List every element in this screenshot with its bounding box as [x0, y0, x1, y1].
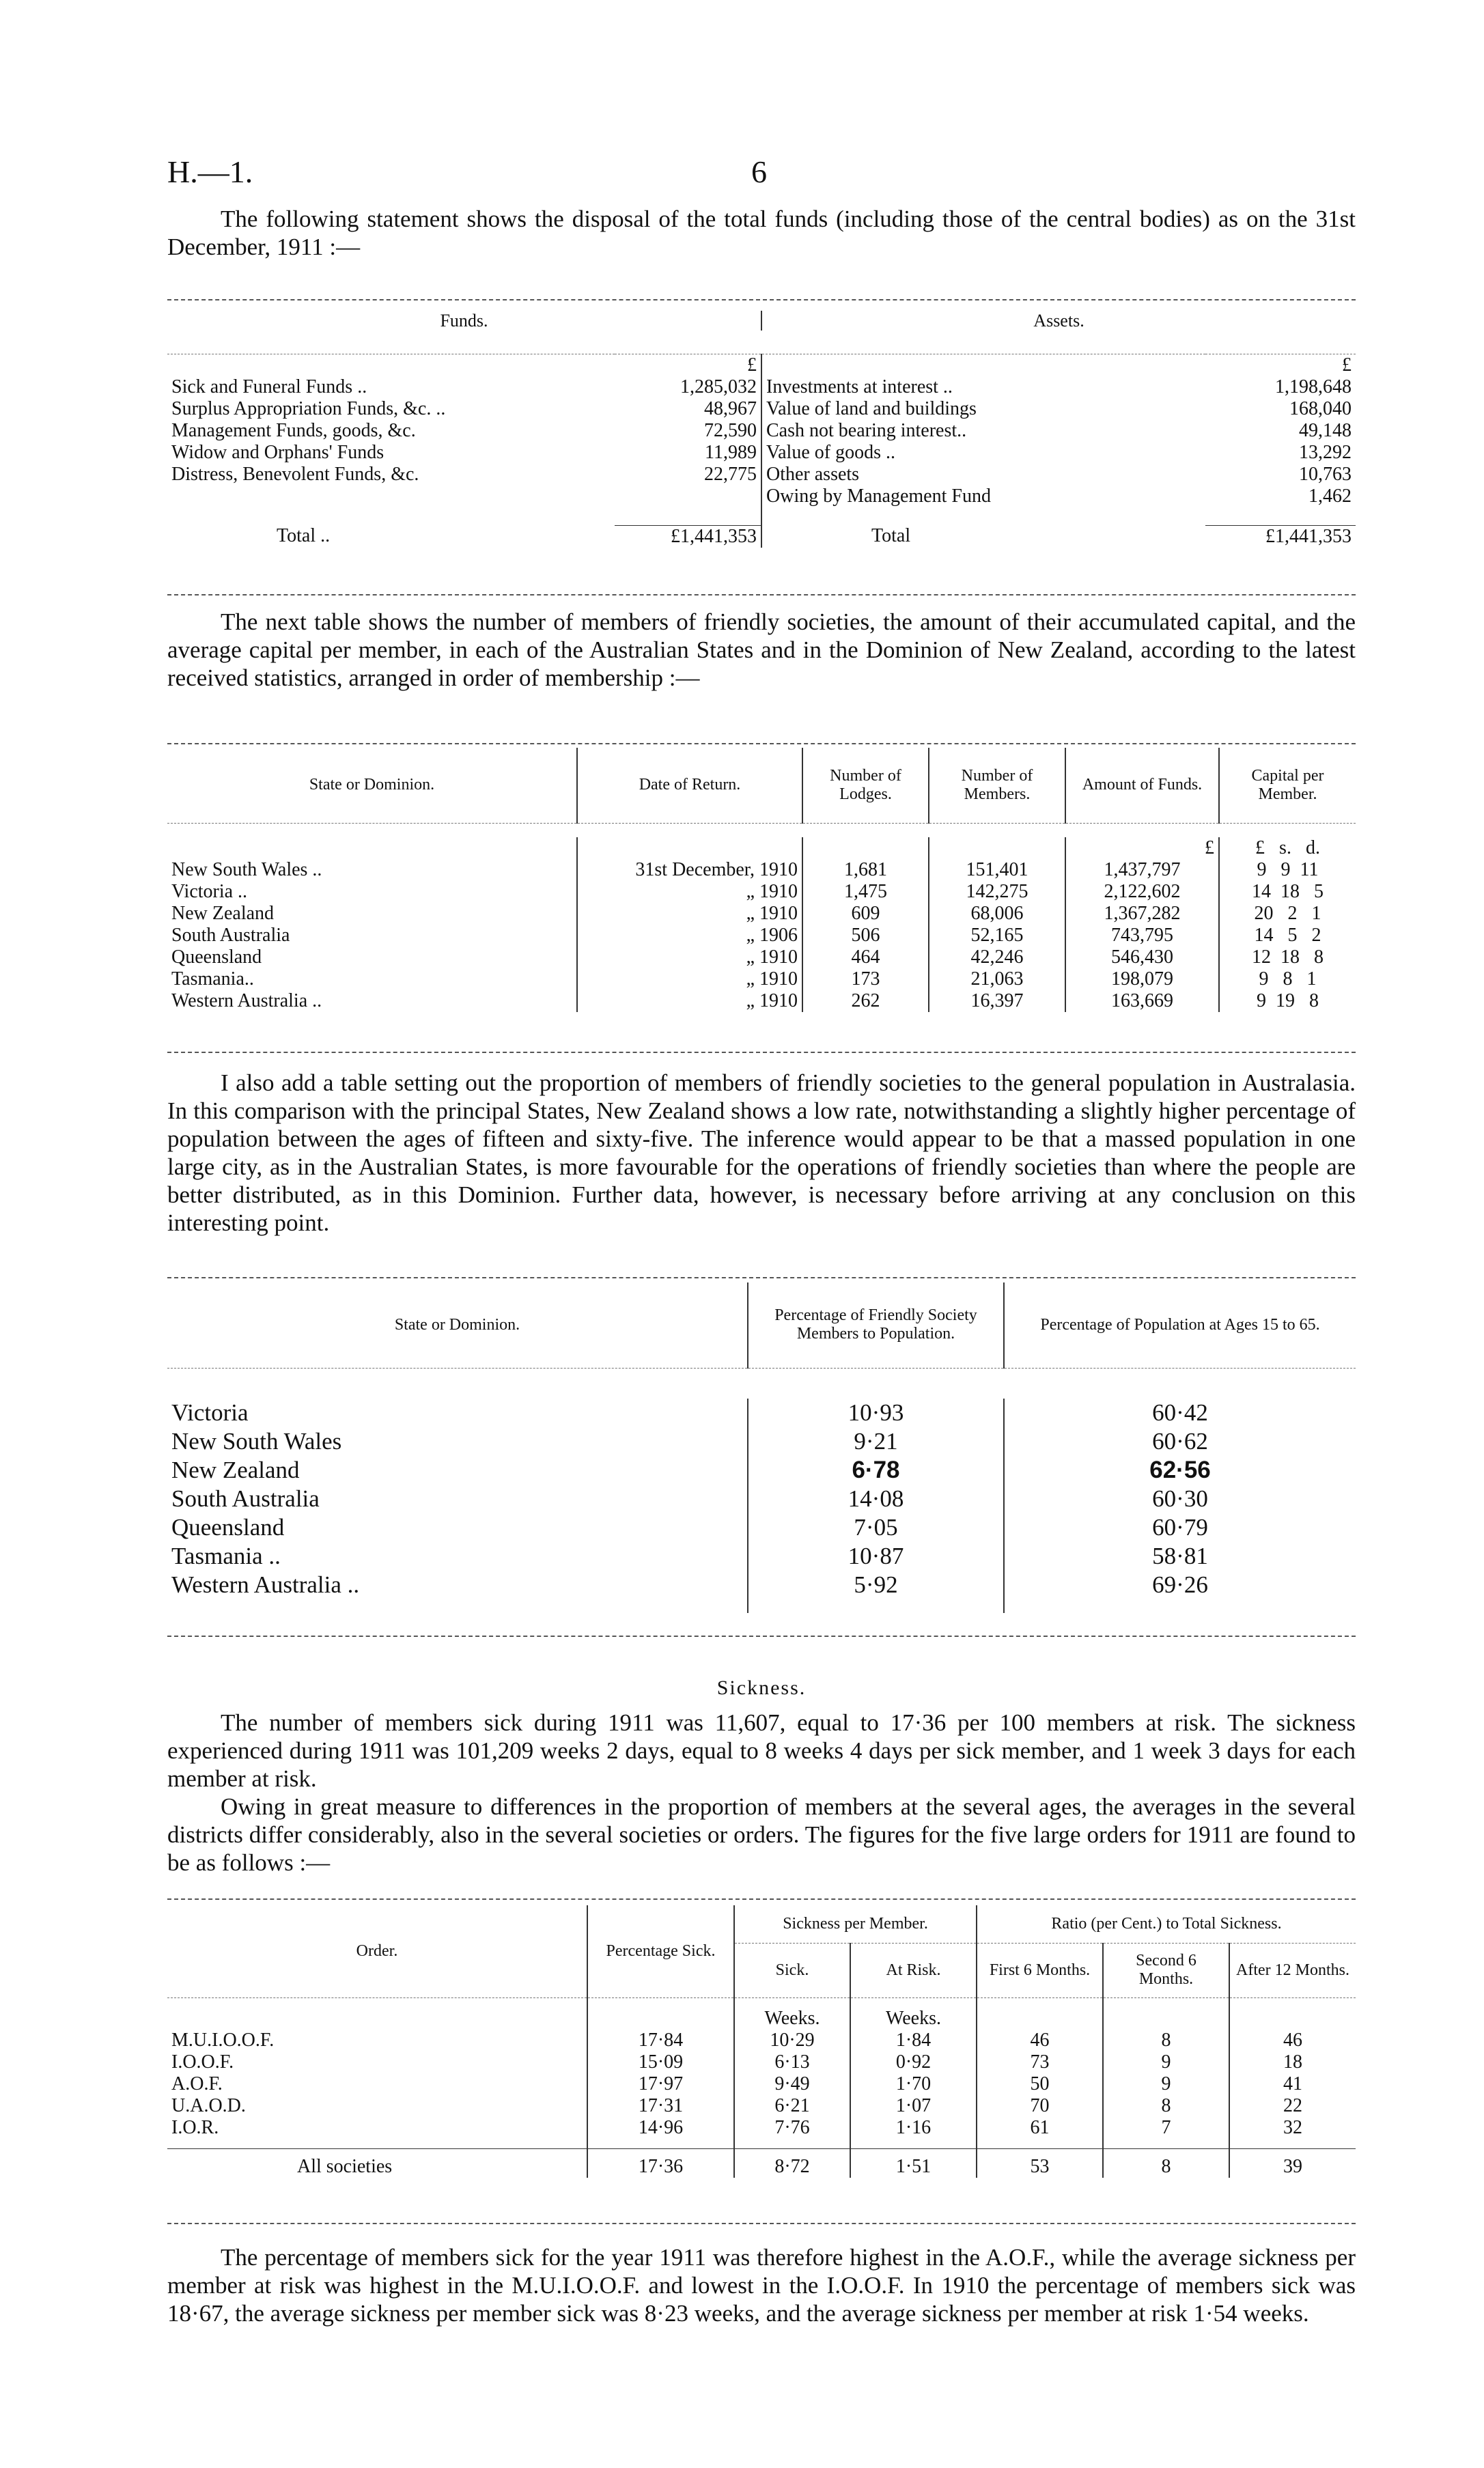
sick: 6·21	[734, 2095, 850, 2117]
rule	[167, 1636, 1356, 1637]
state-name: Western Australia ..	[171, 990, 322, 1011]
table-total-row	[167, 2148, 1356, 2178]
funds-value: 11,989	[705, 442, 757, 463]
table-row	[167, 881, 1356, 903]
funds: 163,669	[1065, 990, 1219, 1012]
report-reference: H.—1.	[167, 154, 253, 189]
state-name: New South Wales	[171, 1427, 342, 1455]
funds-label: Distress, Benevolent Funds, &c.	[171, 464, 419, 485]
table-row	[167, 990, 1356, 1012]
assets-label: Cash not bearing interest..	[761, 420, 1205, 442]
population-pct: 60·62	[1004, 1427, 1356, 1456]
table-row	[167, 1427, 1356, 1456]
capital: 9 8 1	[1219, 968, 1356, 990]
population-pct: 60·79	[1004, 1513, 1356, 1542]
second: 8	[1103, 2030, 1229, 2051]
state-name: South Australia	[171, 1485, 320, 1512]
capital-unit: £ s. d.	[1219, 837, 1356, 859]
at-risk: 1·07	[850, 2095, 977, 2117]
sick: 7·76	[734, 2117, 850, 2139]
col-second: Second 6 Months.	[1103, 1943, 1229, 1997]
at-risk: 1·70	[850, 2073, 977, 2095]
lodges: 1,681	[802, 859, 929, 881]
population-pct: 58·81	[1004, 1542, 1356, 1571]
state-name: New Zealand	[171, 1456, 300, 1483]
table-row	[167, 1513, 1356, 1542]
table-row	[167, 1485, 1356, 1513]
table-row	[167, 2073, 1356, 2095]
return-date: „ 1910	[577, 903, 802, 925]
rule	[167, 1052, 1356, 1053]
col-at-risk: At Risk.	[850, 1943, 977, 1997]
percentage-table	[167, 1282, 1356, 1613]
table-row	[167, 903, 1356, 925]
col-sick: Sick.	[734, 1943, 850, 1997]
table-row	[167, 2095, 1356, 2117]
funds-value: 22,775	[704, 464, 757, 485]
funds-heading: Funds.	[440, 311, 488, 331]
col-state: State or Dominion.	[394, 1315, 520, 1334]
col-members: Number of Members.	[929, 748, 1065, 823]
order-name: All societies	[297, 2155, 393, 2177]
membership-paragraph: The next table shows the number of members of friendly societies, the amount of their accumulated capital, and the average capital per member, in each of the Australian States and in the Dominion of New Zealand, according to the latest received statistics, arranged in order of membership :—	[167, 608, 1356, 691]
population-pct: 60·42	[1004, 1399, 1356, 1427]
funds: 546,430	[1065, 946, 1219, 968]
assets-value: 10,763	[1299, 464, 1352, 485]
members: 142,275	[929, 881, 1065, 903]
col-state: State or Dominion.	[309, 776, 435, 794]
assets-label: Other assets	[761, 464, 1205, 486]
assets-value: 1,462	[1308, 486, 1352, 507]
intro-paragraph: The following statement shows the disposal of the total funds (including those of the central bodies) as on the 31st December, 1911 :—	[167, 206, 1356, 260]
members-pct: 14·08	[748, 1485, 1004, 1513]
col-sickness-per-member: Sickness per Member.	[734, 1905, 977, 1943]
lodges: 1,475	[802, 881, 929, 903]
assets-value: 168,040	[1289, 398, 1352, 419]
first: 70	[977, 2095, 1103, 2117]
after: 32	[1229, 2117, 1356, 2139]
pct-sick: 17·31	[587, 2095, 734, 2117]
table-row	[167, 1399, 1356, 1427]
sickness-heading: Sickness.	[716, 1677, 807, 1699]
members: 52,165	[929, 925, 1065, 946]
second: 9	[1103, 2051, 1229, 2073]
first: 53	[977, 2148, 1103, 2178]
sick: 6·13	[734, 2051, 850, 2073]
state-name: Western Australia ..	[171, 1571, 360, 1598]
state-name: Tasmania..	[171, 968, 254, 990]
rule	[167, 299, 1356, 300]
funds-unit: £	[1065, 837, 1219, 859]
sick-unit: Weeks.	[734, 1997, 850, 2030]
funds: 743,795	[1065, 925, 1219, 946]
table-row	[167, 925, 1356, 946]
return-date: „ 1910	[577, 990, 802, 1012]
conclusion-paragraph: The percentage of members sick for the year 1911 was therefore highest in the A.O.F., while the average sickness per member at risk was highest in the M.U.I.O.O.F. and lowest in the I.O.O.F. In 1910 the percentage of members sick was 18·67, the average sickness per member sick was 8·23 weeks, and the average sickness per member at risk 1·54 weeks.	[167, 2244, 1356, 2327]
table-row	[167, 2051, 1356, 2073]
state-name: Victoria	[171, 1399, 249, 1426]
members: 42,246	[929, 946, 1065, 968]
col-funds: Amount of Funds.	[1065, 748, 1219, 823]
capital: 12 18 8	[1219, 946, 1356, 968]
col-after: After 12 Months.	[1229, 1943, 1356, 1997]
first: 61	[977, 2117, 1103, 2139]
state-name: New Zealand	[171, 902, 275, 924]
assets-value: 49,148	[1299, 420, 1352, 441]
sick: 10·29	[734, 2030, 850, 2051]
after: 46	[1229, 2030, 1356, 2051]
state-name: New South Wales ..	[171, 858, 322, 880]
table-row	[167, 946, 1356, 968]
after: 39	[1229, 2148, 1356, 2178]
funds-value: 72,590	[704, 420, 757, 441]
order-name: U.A.O.D.	[171, 2094, 246, 2116]
sickness-paragraph: The number of members sick during 1911 was 11,607, equal to 17·36 per 100 members at risk. The sickness experienced during 1911 was 101,209 weeks 2 days, equal to 8 weeks 4 days per sick member, and 1 week 3 days for each member at risk.	[167, 1709, 1356, 1792]
members-pct: 10·93	[748, 1399, 1004, 1427]
capital: 9 19 8	[1219, 990, 1356, 1012]
capital: 14 18 5	[1219, 881, 1356, 903]
capital: 9 9 11	[1219, 859, 1356, 881]
funds: 1,437,797	[1065, 859, 1219, 881]
col-members-pct: Percentage of Friendly Society Members to Population.	[748, 1282, 1004, 1368]
pct-sick: 17·84	[587, 2030, 734, 2051]
table-row	[167, 1571, 1356, 1599]
assets-label: Value of land and buildings	[761, 398, 1205, 420]
at-risk: 1·16	[850, 2117, 977, 2139]
lodges: 173	[802, 968, 929, 990]
state-name: South Australia	[171, 924, 290, 946]
return-date: 31st December, 1910	[577, 859, 802, 881]
rule	[167, 1277, 1356, 1278]
order-name: M.U.I.O.O.F.	[171, 2029, 275, 2051]
col-date: Date of Return.	[577, 748, 802, 823]
after: 41	[1229, 2073, 1356, 2095]
pct-sick: 14·96	[587, 2117, 734, 2139]
state-name: Queensland	[171, 946, 262, 968]
state-name: Tasmania ..	[171, 1542, 281, 1569]
second: 8	[1103, 2095, 1229, 2117]
lodges: 464	[802, 946, 929, 968]
funds-value: 1,285,032	[680, 376, 757, 397]
sick: 9·49	[734, 2073, 850, 2095]
states-table	[167, 748, 1356, 1012]
first: 73	[977, 2051, 1103, 2073]
members-pct: 7·05	[748, 1513, 1004, 1542]
col-ratio: Ratio (per Cent.) to Total Sickness.	[977, 1905, 1356, 1943]
return-date: „ 1910	[577, 946, 802, 968]
funds-assets-table	[167, 311, 1356, 548]
rule	[167, 2223, 1356, 2224]
after: 18	[1229, 2051, 1356, 2073]
at-risk: 1·84	[850, 2030, 977, 2051]
capital: 20 2 1	[1219, 903, 1356, 925]
lodges: 609	[802, 903, 929, 925]
return-date: „ 1910	[577, 881, 802, 903]
funds: 198,079	[1065, 968, 1219, 990]
sick: 8·72	[734, 2148, 850, 2178]
page-number: 6	[751, 154, 767, 189]
members: 16,397	[929, 990, 1065, 1012]
population-pct: 62·56	[1004, 1456, 1356, 1485]
assets-value: 13,292	[1299, 442, 1352, 463]
second: 9	[1103, 2073, 1229, 2095]
at-risk: 1·51	[850, 2148, 977, 2178]
first: 50	[977, 2073, 1103, 2095]
order-name: I.O.O.F.	[171, 2051, 234, 2073]
proportion-paragraph: I also add a table setting out the proportion of members of friendly societies to the general population in Australasia. In this comparison with the principal States, New Zealand shows a low rate, notwithstanding a slightly higher percentage of population between the ages of fifteen and sixty-five. The inference would appear to be that a massed population in one large city, as in the Australian States, is more favourable for the operations of friendly societies than where the people are better distributed, as in this Dominion. Further data, however, is necessary before arriving at any conclusion on this interesting point.	[167, 1069, 1356, 1236]
assets-unit: £	[1342, 354, 1352, 376]
members: 68,006	[929, 903, 1065, 925]
table-row	[167, 1542, 1356, 1571]
table-row	[167, 2117, 1356, 2139]
table-row	[167, 1456, 1356, 1485]
lodges: 506	[802, 925, 929, 946]
col-population-pct: Percentage of Population at Ages 15 to 65.	[1004, 1282, 1356, 1368]
orders-paragraph: Owing in great measure to differences in the proportion of members at the several ages, the averages in the several districts differ considerably, also in the several societies or orders. The figures for the five large orders for 1911 are found to be as follows :—	[167, 1793, 1356, 1876]
funds: 1,367,282	[1065, 903, 1219, 925]
members: 151,401	[929, 859, 1065, 881]
pct-sick: 17·97	[587, 2073, 734, 2095]
col-order: Order.	[356, 1941, 398, 1960]
population-pct: 69·26	[1004, 1571, 1356, 1599]
capital: 14 5 2	[1219, 925, 1356, 946]
funds-total-label: Total ..	[277, 525, 331, 546]
funds-label: Widow and Orphans' Funds	[171, 442, 384, 463]
members-pct: 9·21	[748, 1427, 1004, 1456]
table-row	[167, 859, 1356, 881]
at-risk-unit: Weeks.	[850, 1997, 977, 2030]
after: 22	[1229, 2095, 1356, 2117]
funds-value: 48,967	[704, 398, 757, 419]
funds-label: Surplus Appropriation Funds, &c. ..	[171, 398, 446, 419]
members-pct: 5·92	[748, 1571, 1004, 1599]
members: 21,063	[929, 968, 1065, 990]
pct-sick: 15·09	[587, 2051, 734, 2073]
col-first: First 6 Months.	[977, 1943, 1103, 1997]
rule	[167, 743, 1356, 744]
funds: 2,122,602	[1065, 881, 1219, 903]
rule	[167, 594, 1356, 595]
col-lodges: Number of Lodges.	[802, 748, 929, 823]
assets-label: Investments at interest ..	[761, 376, 1205, 398]
pct-sick: 17·36	[587, 2148, 734, 2178]
funds-unit: £	[747, 354, 757, 376]
col-pct-sick: Percentage Sick.	[587, 1905, 734, 1997]
assets-total-label: Total	[761, 525, 1205, 548]
assets-label: Value of goods ..	[761, 442, 1205, 464]
funds-label: Management Funds, goods, &c.	[171, 420, 416, 441]
order-name: A.O.F.	[171, 2073, 223, 2094]
second: 8	[1103, 2148, 1229, 2178]
page-header	[167, 154, 1356, 201]
table-row	[167, 2030, 1356, 2051]
assets-total: £1,441,353	[1205, 525, 1356, 548]
population-pct: 60·30	[1004, 1485, 1356, 1513]
rule	[167, 1898, 1356, 1900]
lodges: 262	[802, 990, 929, 1012]
funds-total: £1,441,353	[615, 525, 761, 548]
first: 46	[977, 2030, 1103, 2051]
return-date: „ 1910	[577, 968, 802, 990]
second: 7	[1103, 2117, 1229, 2139]
order-name: I.O.R.	[171, 2116, 219, 2138]
at-risk: 0·92	[850, 2051, 977, 2073]
table-row	[167, 968, 1356, 990]
col-capital: Capital per Member.	[1219, 748, 1356, 823]
funds-label: Sick and Funeral Funds ..	[171, 376, 367, 397]
assets-value: 1,198,648	[1275, 376, 1352, 397]
assets-heading: Assets.	[761, 311, 1356, 331]
orders-table	[167, 1905, 1356, 2178]
members-pct: 10·87	[748, 1542, 1004, 1571]
return-date: „ 1906	[577, 925, 802, 946]
state-name: Victoria ..	[171, 880, 248, 902]
members-pct: 6·78	[748, 1456, 1004, 1485]
assets-label: Owing by Management Fund	[761, 486, 1205, 507]
state-name: Queensland	[171, 1513, 285, 1541]
